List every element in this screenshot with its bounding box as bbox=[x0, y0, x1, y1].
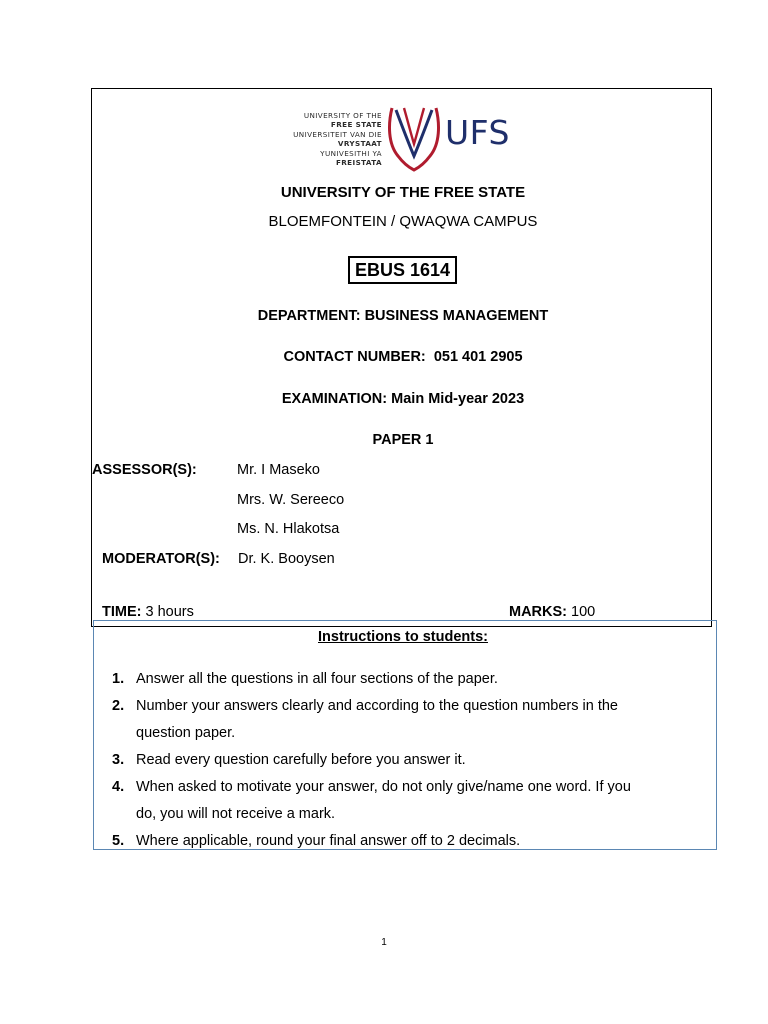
logo-line: YUNIVESITHI YA bbox=[320, 148, 382, 158]
assessor-name: Ms. N. Hlakotsa bbox=[237, 521, 340, 537]
item-text: Read every question carefully before you answer it. bbox=[136, 752, 466, 768]
item-number: 5. bbox=[112, 833, 125, 849]
assessor-name: Mr. I Maseko bbox=[237, 462, 320, 478]
time-label: TIME: bbox=[102, 604, 142, 620]
contact-number bbox=[93, 349, 713, 365]
time-value: 3 hours bbox=[145, 604, 194, 620]
exam-label: EXAMINATION: bbox=[281, 391, 388, 407]
list-item bbox=[112, 693, 672, 747]
item-number: 1. bbox=[112, 671, 125, 687]
item-text: question paper. bbox=[136, 725, 236, 741]
marks-value: 100 bbox=[571, 604, 596, 620]
university-logo-text bbox=[280, 111, 382, 167]
university-name: UNIVERSITY OF THE FREE STATE bbox=[280, 184, 526, 201]
logo-line: VRYSTAAT bbox=[337, 139, 382, 149]
moderator-label: MODERATOR(S): bbox=[102, 551, 220, 567]
logo-line: FREE STATE bbox=[330, 120, 382, 130]
item-text: Number your answers clearly and according to the question numbers in the bbox=[136, 698, 618, 714]
marks bbox=[509, 604, 595, 620]
marks-label: MARKS: bbox=[509, 604, 567, 620]
module-code: EBUS 1614 bbox=[348, 256, 457, 284]
item-number: 4. bbox=[112, 779, 125, 795]
page-number: 1 bbox=[381, 937, 387, 948]
item-text: Answer all the questions in all four sections of the paper. bbox=[136, 671, 498, 687]
item-number: 2. bbox=[112, 698, 125, 714]
examination bbox=[93, 391, 713, 407]
logo-line: UNIVERSITY OF THE bbox=[303, 111, 382, 120]
list-item bbox=[112, 828, 672, 855]
logo-line: FREISTATA bbox=[335, 158, 382, 168]
time bbox=[102, 604, 194, 620]
campus-name: BLOEMFONTEIN / QWAQWA CAMPUS bbox=[268, 213, 538, 230]
exam-value: Main Mid-year 2023 bbox=[391, 391, 525, 407]
item-text: Where applicable, round your final answer off to 2 decimals. bbox=[136, 833, 521, 849]
department: DEPARTMENT: BUSINESS MANAGEMENT bbox=[257, 308, 549, 324]
item-number: 3. bbox=[112, 752, 125, 768]
paper-number: PAPER 1 bbox=[372, 432, 434, 448]
instructions-title: Instructions to students: bbox=[318, 629, 488, 645]
contact-label: CONTACT NUMBER: bbox=[283, 349, 426, 365]
moderator-name: Dr. K. Booysen bbox=[238, 551, 335, 567]
ufs-wordmark: UFS bbox=[445, 113, 511, 152]
list-item bbox=[112, 774, 672, 828]
item-text: When asked to motivate your answer, do not only give/name one word. If you bbox=[136, 779, 631, 795]
list-item bbox=[112, 747, 672, 774]
item-text: do, you will not receive a mark. bbox=[136, 806, 336, 822]
ufs-shield-icon bbox=[386, 104, 442, 172]
list-item bbox=[112, 666, 672, 693]
instructions-list bbox=[112, 666, 672, 855]
logo-line: UNIVERSITEIT VAN DIE bbox=[293, 129, 382, 139]
contact-value: 051 401 2905 bbox=[433, 349, 523, 365]
assessor-name: Mrs. W. Sereeco bbox=[237, 492, 345, 508]
assessor-label: ASSESSOR(S): bbox=[92, 462, 197, 478]
